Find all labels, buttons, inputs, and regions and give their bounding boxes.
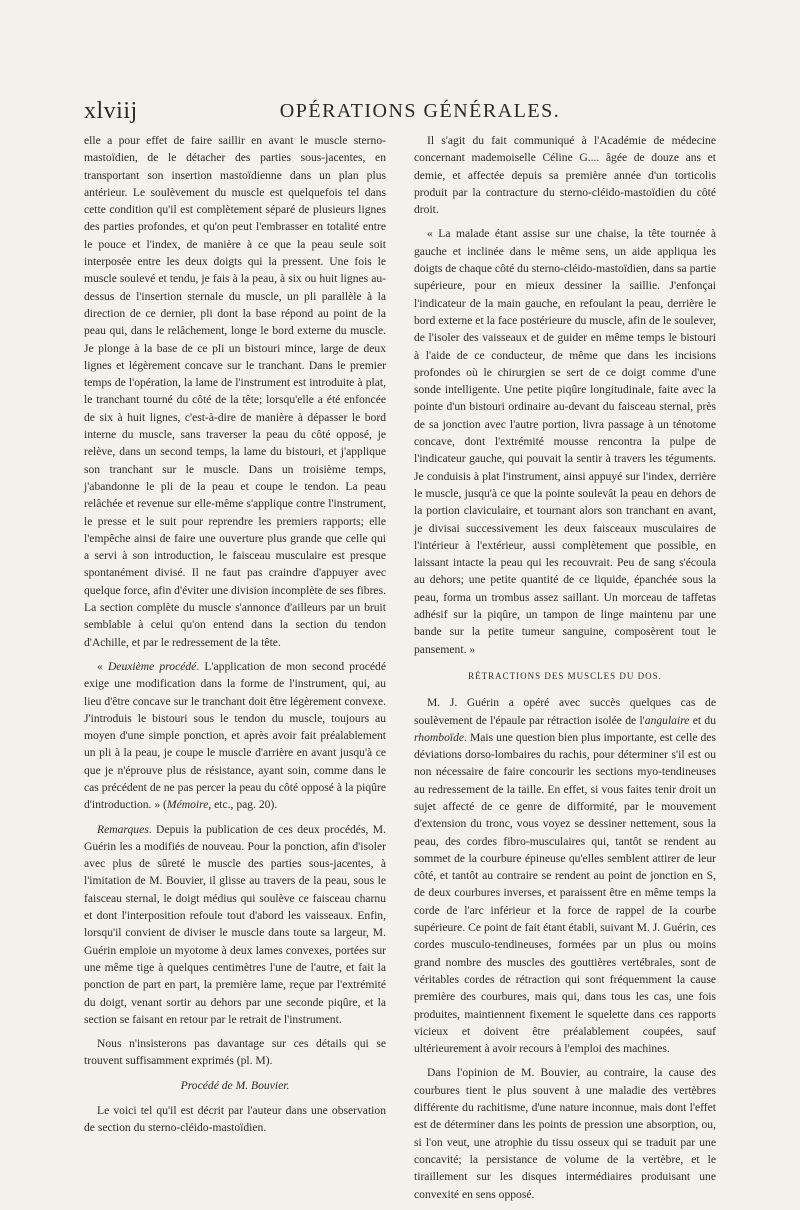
subheading: Procédé de M. Bouvier. [180, 1078, 290, 1092]
running-head: OPÉRATIONS GÉNÉRALES. [279, 100, 561, 122]
emphasis: rhomboïde [414, 730, 465, 744]
emphasis: Remarques [97, 822, 149, 836]
page-number: xlviij [84, 98, 138, 124]
left-column [84, 132, 386, 1144]
paragraph: elle a pour effet de faire saillir en avant le muscle sterno-mastoïdien, de le détacher des parties sous-jacentes, en transportant son insertion mastoïdienne dans un plan plus antérieur. Le soulèvement du muscle est quelquefois tel dans cette condition qu'il est complètement séparé de plusieurs lignes des parties profondes, et qu'on peut l'embrasser en totalité entre le pouce et l'index, de manière à ce que la peau seule soit interposée entre les deux doigts qui la pressent. Une fois le muscle soulevé et tendu, je fais à la peau, à six ou huit lignes au-dessus de l'insertion sternale du muscle, un pli parallèle à la direction de ce dernier, pli dont la base répond au point de la peau qui, dans le relâchement, longe le bord externe du muscle. Je plonge à la base de ce pli un bistouri mince, large de deux lignes et légèrement concave sur le tranchant. Dans le premier temps de l'opération, la lame de l'instrument est introduite à plat, le tranchant tourné du côté de la tête; lorsqu'elle a été enfoncée de six à huit lignes, c'est-à-dire de manière à dépasser le bord interne du muscle, sans traverser la peau du côté opposé, je relève, dans un second temps, la lame du bistouri, et j'applique son tranchant sur le muscle. Dans un troisième temps, j'abandonne le pli de la peau et coupe le tendon. La peau relâchée et revenue sur elle-même s'applique contre l'instrument, le presse et le suit pour reprendre les premiers rapports; elle l'empêche ainsi de faire une ouverture plus grande que celle qui a servi à son introduction, le faisceau musculaire est presque spontanément divisé. Il ne faut pas craindre d'appuyer avec quelque force, afin d'éviter une division incomplète de ses fibres. La section complète du muscle s'annonce d'ailleurs par un bruit semblable à celui qu'on entend dans la section du tendon d'Achille, et par le redressement de la tête. [84, 134, 386, 649]
paragraph: « Deuxième procédé. L'application de mon second procédé exige une modification dans la forme de l'instrument, qui, au lieu d'être concave sur le tranchant doit être légèrement convexe. J'introduis le bistouri sous le tendon du muscle, toujours au moyen d'une simple ponction, et après avoir fait préalablement un pli à la peau, je coupe le muscle d'arrière en avant jusqu'à ce que je n'éprouve plus de résistance, ayant soin, comme dans le cas précédent de ne pas percer la peau du côté opposé à la piqûre d'introduction. » (Mémoire, etc., pag. 20). [84, 659, 386, 812]
paragraph: M. J. Guérin a opéré avec succès quelques cas de soulèvement de l'épaule par rétraction isolée de l'angulaire et du rhomboïde. Mais une question bien plus importante, est celle des déviations dorso-lombaires du rachis, pour déterminer s'il est ou non nécessaire de faire concourir les sections myo-tendineuses au redressement de la taille. En effet, si vous faites tenir droit un sujet affecté de ce genre de difformité, par le mouvement d'extension du tronc, vous voyez se dessiner nettement, sous la peau, des cordes fibro-musculaires qui, tantôt se rendent au sommet de la courbure épineuse qu'elles semblent attirer de leur côté, et tantôt au contraire se rendent au point de jonction en S, de deux courbures inverses, et paraissent être en même temps la corde de l'arc inférieur et la force de rappel de la courbe supérieure. Ce point de fait étant établi, suivant M. J. Guérin, ces cordes musculo-tendineuses, formées par un plus ou moins grand nombre des muscles des gouttières vertébrales, sont de véritables cordes de rétraction qui sont fréquemment la cause première des courbures, mais qui, dans tous les cas, une fois produites, maintiennent fixement le squelette dans ces rapports vicieux et doivent être préalablement coupées, sauf ultérieurement à avoir recours à l'emploi des machines. [414, 696, 716, 1056]
paragraph: Le voici tel qu'il est décrit par l'auteur dans une observation de section du sterno-cléido-mastoïdien. [84, 1104, 386, 1135]
paragraph: Nous n'insisterons pas davantage sur ces détails qui se trouvent suffisamment exprimés (pl. M). [84, 1037, 386, 1068]
emphasis: Deuxième procédé [107, 659, 197, 673]
section-heading: RÉTRACTIONS DES MUSCLES DU DOS. [468, 670, 662, 681]
paragraph: « La malade étant assise sur une chaise, la tête tournée à gauche et inclinée dans le même sens, un aide appliqua les doigts de chaque côté du sterno-cléido-mastoïdien, dans sa partie supérieure, pour en mieux dessiner la saillie. J'enfonçai l'indicateur de la main gauche, en refoulant la peau, derrière le bord externe et la face postérieure du muscle, afin de le soulever, de l'isoler des vaisseaux et de guider en même temps le bistouri à l'aide de ce conducteur, de même que dans les incisions profondes où le chirurgien se sert de ce doigt comme d'une sonde intelligente. Une petite piqûre longitudinale, faite avec la pointe d'un bistouri ordinaire au-devant du faisceau sternal, près de sa jonction avec l'autre portion, livra passage à un ténotome concave, dont l'extrémité mousse rencontra la pulpe de l'indicateur gauche, qui pouvait la sentir à travers les téguments. Je conduisis à plat l'instrument, ainsi appuyé sur l'index, derrière le muscle, jusqu'à ce que la pointe soulevât la peau en dehors de la portion claviculaire, et tournant alors son tranchant en avant, je divisai successivement les deux faisceaux musculaires de l'intérieur à l'extérieur, aussi complètement que possible, en laissant intacte la peau qui les recouvrait. Peu de sang s'écoula au dehors; une petite quantité de ce liquide, épanchée sous la peau, forma un trombus assez saillant. Un morceau de taffetas adhésif sur la piqûre, un tampon de linge maintenu par une bande sur la petite tumeur sanguine, composèrent tout le pansement. » [414, 227, 716, 656]
right-column [414, 132, 716, 1210]
paragraph: Il s'agit du fait communiqué à l'Académie de médecine concernant mademoiselle Céline G.... âgée de douze ans et demie, et affectée depuis sa première année d'un torticolis produit par la contracture du sterno-cléido-mastoïdien du côté droit. [414, 134, 716, 217]
paragraph: Dans l'opinion de M. Bouvier, au contraire, la cause des courbures tient le plus souvent à une maladie des vertèbres différente du rachitisme, d'une nature inconnue, mais dont l'effet est de déterminer dans les points de pression une absorption, ou, si l'on veut, une atrophie du tissu osseux qui se traduit par une concavité; la persistance de volume de la vertèbre, et le tiraillement sur les disques intermédiaires produisant une convexité en sens opposé. [414, 1066, 716, 1201]
paragraph: Remarques. Depuis la publication de ces deux procédés, M. Guérin les a modifiés de nouveau. Pour la ponction, afin d'isoler avec plus de sûreté le muscle des parties sous-jacentes, à l'imitation de M. Bouvier, il glisse au travers de la peau, sous le faisceau sternal, le doigt médius qui soulève ce faisceau charnu et dont l'interposition refoule tout d'abord les vaisseaux. Enfin, lorsqu'il convient de diviser le muscle dans toute sa largeur, M. Guérin emploie un myotome à deux lames convexes, portées sur une même tige à quelques centimètres l'une de l'autre, et fait la ponction de part en part, la première lame, reçue par l'extrémité du doigt, venant sortir au dehors par une seconde piqûre, et la section se faisant en retour par le retrait de l'instrument. [84, 822, 386, 1026]
emphasis: angulaire [644, 713, 690, 727]
citation-title: Mémoire [166, 798, 209, 812]
